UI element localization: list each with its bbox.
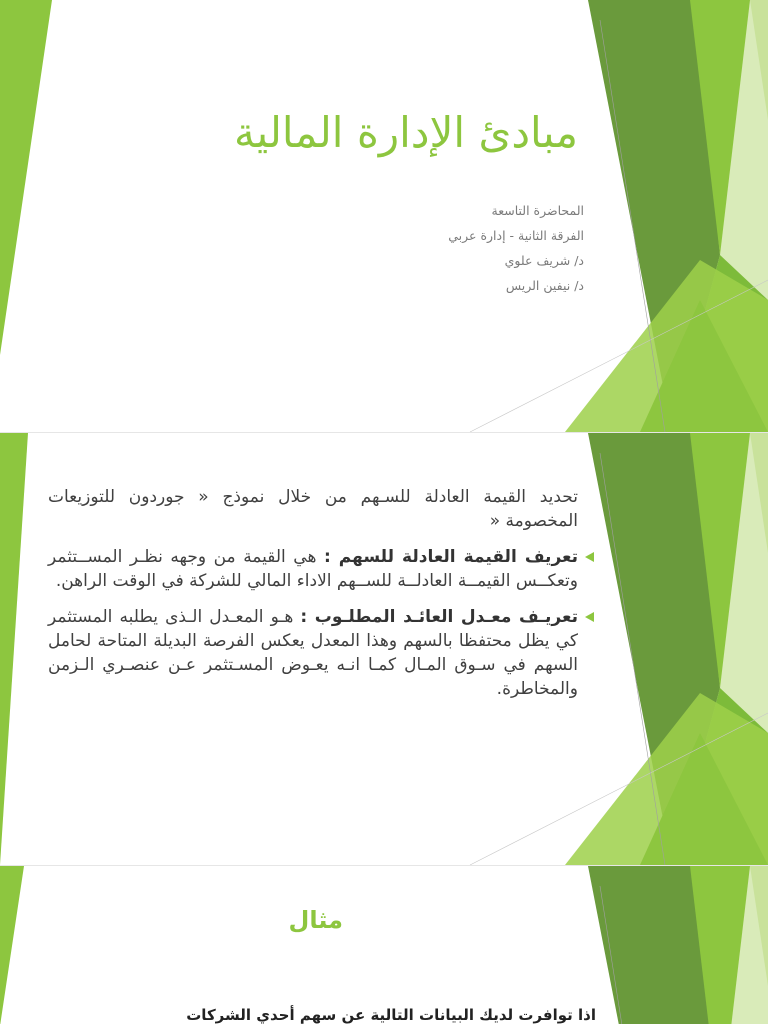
slide-content	[48, 485, 578, 713]
bullet-text: هي القيمة من وجهه نظـر المســتثمر وتعكــس القيمــة العادلــة للســهم الاداء المالي للشركة في الوقت الراهن.	[48, 547, 578, 591]
bullet-term: تعريف القيمة العادلة للسهم :	[323, 547, 578, 567]
intro-text: تحديد القيمة العادلة للسـهم من خلال نموذج « جوردون للتوزيعات المخصومة «	[48, 487, 578, 531]
instructor-2: د/ نيفين الريس	[505, 278, 584, 293]
green-decoration	[0, 0, 768, 432]
example-slide	[0, 866, 768, 1024]
presentation-title: مبادئ الإدارة المالية	[233, 108, 578, 157]
example-title: مثال	[288, 906, 343, 934]
instructor-1: د/ شريف علوي	[504, 253, 584, 268]
green-decoration	[0, 866, 768, 1024]
definitions-slide	[0, 433, 768, 865]
class-level: الفرقة الثانية - إدارة عربي	[448, 228, 584, 243]
bullet-arrow-icon	[585, 612, 594, 622]
example-text: اذا توافرت لديك البيانات التالية عن سهم أحدي الشركات	[186, 1006, 596, 1024]
bullet-text: هـو المعـدل الـذى يطلبه المستثمر كي يظل محتفظا بالسهم وهذا المعدل يعكس الفرصة البديلة المتاحة لحامل السهم في سـوق المـال كمـا انـه يعـوض المسـتثمر عـن عنصـري الـزمن والمخاطرة.	[48, 607, 578, 699]
bullet-term: تعريـف معـدل العائـد المطلـوب :	[300, 607, 578, 627]
title-slide	[0, 0, 768, 432]
lecture-number: المحاضرة التاسعة	[491, 203, 584, 218]
bullet-arrow-icon	[585, 552, 594, 562]
bullet-required-return	[48, 605, 578, 701]
bullet-fair-value	[48, 545, 578, 593]
